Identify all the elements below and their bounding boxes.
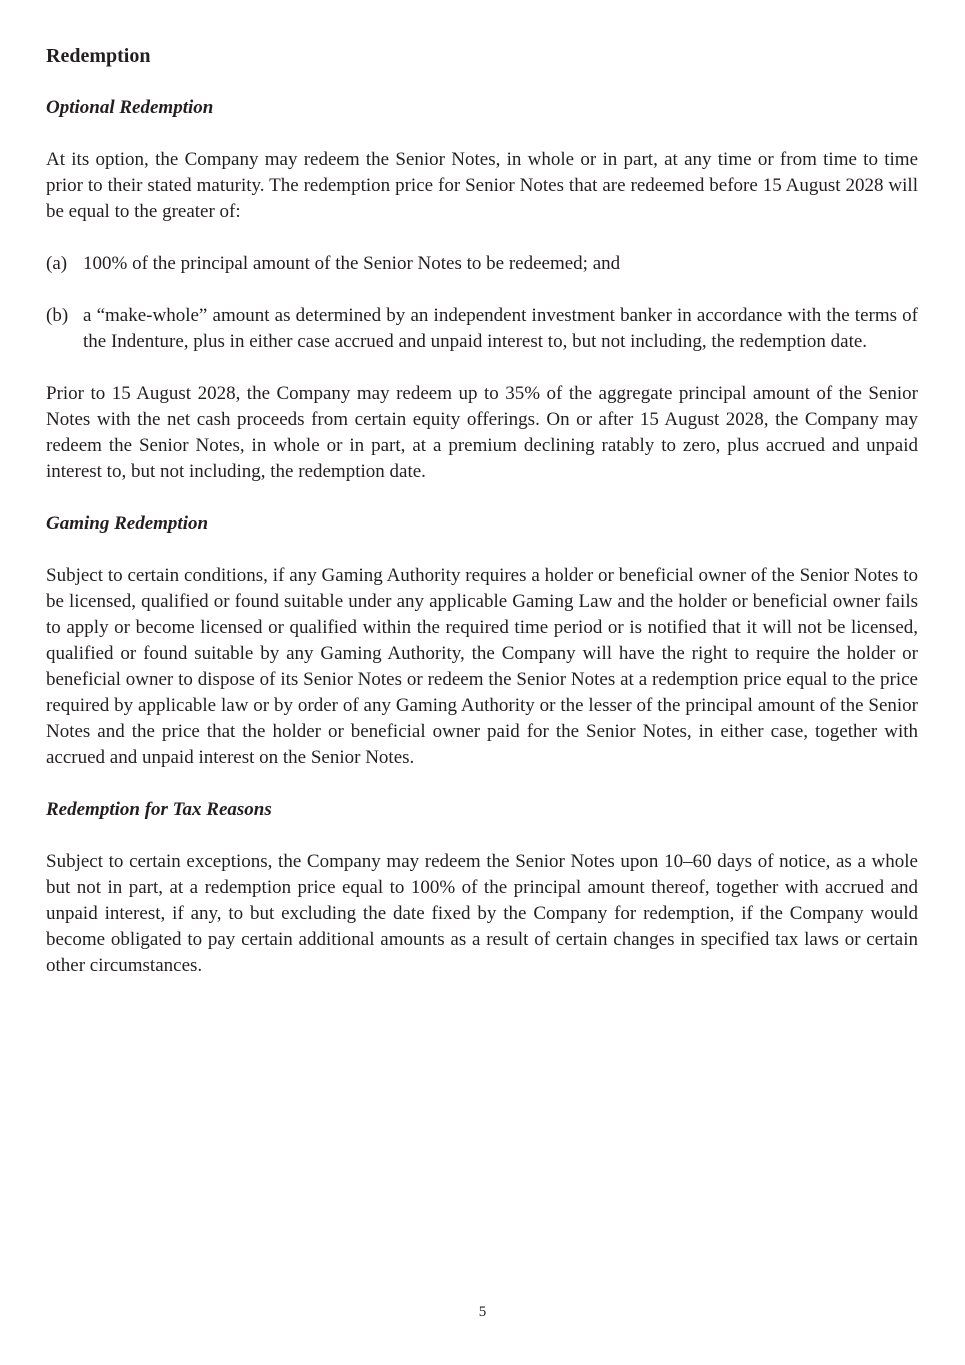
optional-redemption-intro: At its option, the Company may redeem the Senior Notes, in whole or in part, at any time or from time to time prior to their stated maturity. The redemption price for Senior Notes that are redeemed before 15 August 2028 will be equal to the greater of: [46,149,918,222]
tax-redemption-body: Subject to certain exceptions, the Company may redeem the Senior Notes upon 10–60 days of notice, as a whole but not in part, at a redemption price equal to 100% of the principal amount thereof, together with accrued and unpaid interest, if any, to but excluding the date fixed by the Company for redemption, if the Company would become obligated to pay certain additional amounts as a result of certain changes in specified tax laws or certain other circumstances. [46,851,918,976]
list-item-b [46,303,918,355]
gaming-redemption-body: Subject to certain conditions, if any Gaming Authority requires a holder or beneficial owner of the Senior Notes to be licensed, qualified or found suitable under any applicable Gaming Law and the holder or beneficial owner fails to apply or become licensed or qualified within the required time period or is notified that it will not be licensed, qualified or found suitable by any Gaming Authority, the Company will have the right to require the holder or beneficial owner to dispose of its Senior Notes or redeem the Senior Notes at a redemption price equal to the price required by applicable law or by order of any Gaming Authority or the lesser of the principal amount of the Senior Notes and the price that the holder or beneficial owner paid for the Senior Notes, in either case, together with accrued and unpaid interest on the Senior Notes. [46,565,918,768]
spacer [46,69,918,95]
tax-redemption-heading: Redemption for Tax Reasons [46,799,272,820]
spacer [46,823,918,849]
list-item-a [46,251,918,277]
spacer [46,277,918,303]
optional-redemption-heading: Optional Redemption [46,97,214,118]
spacer [46,121,918,147]
list-item-text: 100% of the principal amount of the Senior Notes to be redeemed; and [83,253,621,274]
gaming-redemption-heading: Gaming Redemption [46,513,209,534]
page-number: 5 [478,1304,487,1320]
list-marker: (a) [46,253,68,274]
spacer [46,485,918,511]
spacer [46,355,918,381]
spacer [46,537,918,563]
list-item-text: a “make-whole” amount as determined by an independent investment banker in accordance with the terms of the Indenture, plus in either case accrued and unpaid interest to, but not including, the redemption date. [83,305,918,352]
spacer [46,225,918,251]
document-page [46,43,918,979]
list-marker: (b) [46,305,69,326]
optional-redemption-closing: Prior to 15 August 2028, the Company may redeem up to 35% of the aggregate principal amount of the Senior Notes with the net cash proceeds from certain equity offerings. On or after 15 August 2028, the Company may redeem the Senior Notes, in whole or in part, at a premium declining ratably to zero, plus accrued and unpaid interest to, but not including, the redemption date. [46,383,918,482]
spacer [46,771,918,797]
section-title: Redemption [46,45,151,67]
